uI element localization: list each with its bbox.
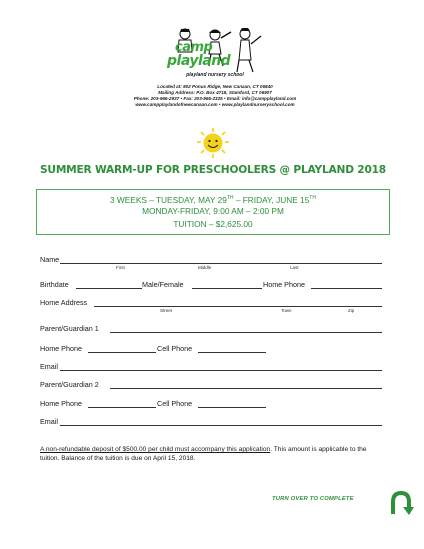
superscript: TH <box>226 195 234 201</box>
home-address-label: Home Address <box>40 298 88 307</box>
guardian1-label: Parent/Guardian 1 <box>40 324 99 333</box>
logo-subtitle: playland nursery school <box>186 72 244 78</box>
home-address-field[interactable] <box>94 306 382 307</box>
g2-email-field[interactable] <box>60 425 382 426</box>
town-caption: Town <box>281 308 292 313</box>
logo-word-playland: playland <box>167 53 231 69</box>
deposit-notice <box>40 445 386 463</box>
address-line: Mailing Address: P.O. Box 4718, Stamford, CT 06907 <box>158 90 272 95</box>
g1-cell-phone-field[interactable] <box>198 352 266 353</box>
logo-word-camp: camp <box>175 40 213 55</box>
session-hours: MONDAY-FRIDAY, 9:00 AM – 2:00 PM <box>142 206 284 216</box>
g2-cell-phone-label: Cell Phone <box>157 399 193 408</box>
session-info-box <box>36 189 390 235</box>
first-caption: First <box>116 265 125 270</box>
home-phone-field[interactable] <box>311 288 382 289</box>
last-caption: Last <box>290 265 299 270</box>
male-female-label: Male/Female <box>142 280 184 289</box>
name-label: Name <box>40 255 60 264</box>
sun-icon <box>195 127 231 159</box>
curved-arrow-icon <box>388 490 414 516</box>
session-dates <box>37 193 389 206</box>
home-phone-label: Home Phone <box>263 280 305 289</box>
male-female-field[interactable] <box>192 288 262 289</box>
g1-home-phone-field[interactable] <box>88 352 156 353</box>
birthdate-field[interactable] <box>76 288 142 289</box>
address-line: www.campplaylandofnewcanaan.com • www.playlandnurseryschool.com <box>135 102 295 107</box>
g2-cell-phone-field[interactable] <box>198 407 266 408</box>
g1-home-phone-label: Home Phone <box>40 344 82 353</box>
street-caption: Street <box>160 308 173 313</box>
g1-email-field[interactable] <box>60 370 382 371</box>
session-dates-end: – FRIDAY, JUNE 15 <box>233 194 310 205</box>
address-line: Located at: 802 Ponus Ridge, New Canaan, CT 06840 <box>157 84 273 89</box>
superscript: TH <box>309 195 316 201</box>
camp-playland-logo <box>165 26 265 78</box>
deposit-notice-rest: . This amount is applicable to the tuition. Balance of the tuition is due on April 15, 2018. <box>40 446 367 462</box>
address-line: Phone: 203-966-2937 • Fax: 203-966-2325 • Email: info@campplayland.com <box>133 96 297 101</box>
deposit-notice-underlined: A non-refundable deposit of $500.00 per child must accompany this application <box>40 446 271 453</box>
g2-home-phone-label: Home Phone <box>40 399 82 408</box>
g2-email-label: Email <box>40 417 58 426</box>
birthdate-label: Birthdate <box>40 280 69 289</box>
guardian1-field[interactable] <box>110 332 382 333</box>
middle-caption: Middle <box>198 265 212 270</box>
zip-caption: Zip <box>348 308 355 313</box>
page-title: SUMMER WARM-UP FOR PRESCHOOLERS @ PLAYLAND 2018 <box>40 164 386 176</box>
session-tuition: TUITION – $2,625.00 <box>173 219 253 229</box>
g1-email-label: Email <box>40 362 58 371</box>
turn-over-note: TURN OVER TO COMPLETE <box>272 496 354 502</box>
name-field[interactable] <box>60 263 382 264</box>
guardian2-label: Parent/Guardian 2 <box>40 380 99 389</box>
guardian2-field[interactable] <box>110 388 382 389</box>
g1-cell-phone-label: Cell Phone <box>157 344 193 353</box>
g2-home-phone-field[interactable] <box>88 407 156 408</box>
session-dates-start: 3 WEEKS – TUESDAY, MAY 29 <box>110 194 227 205</box>
